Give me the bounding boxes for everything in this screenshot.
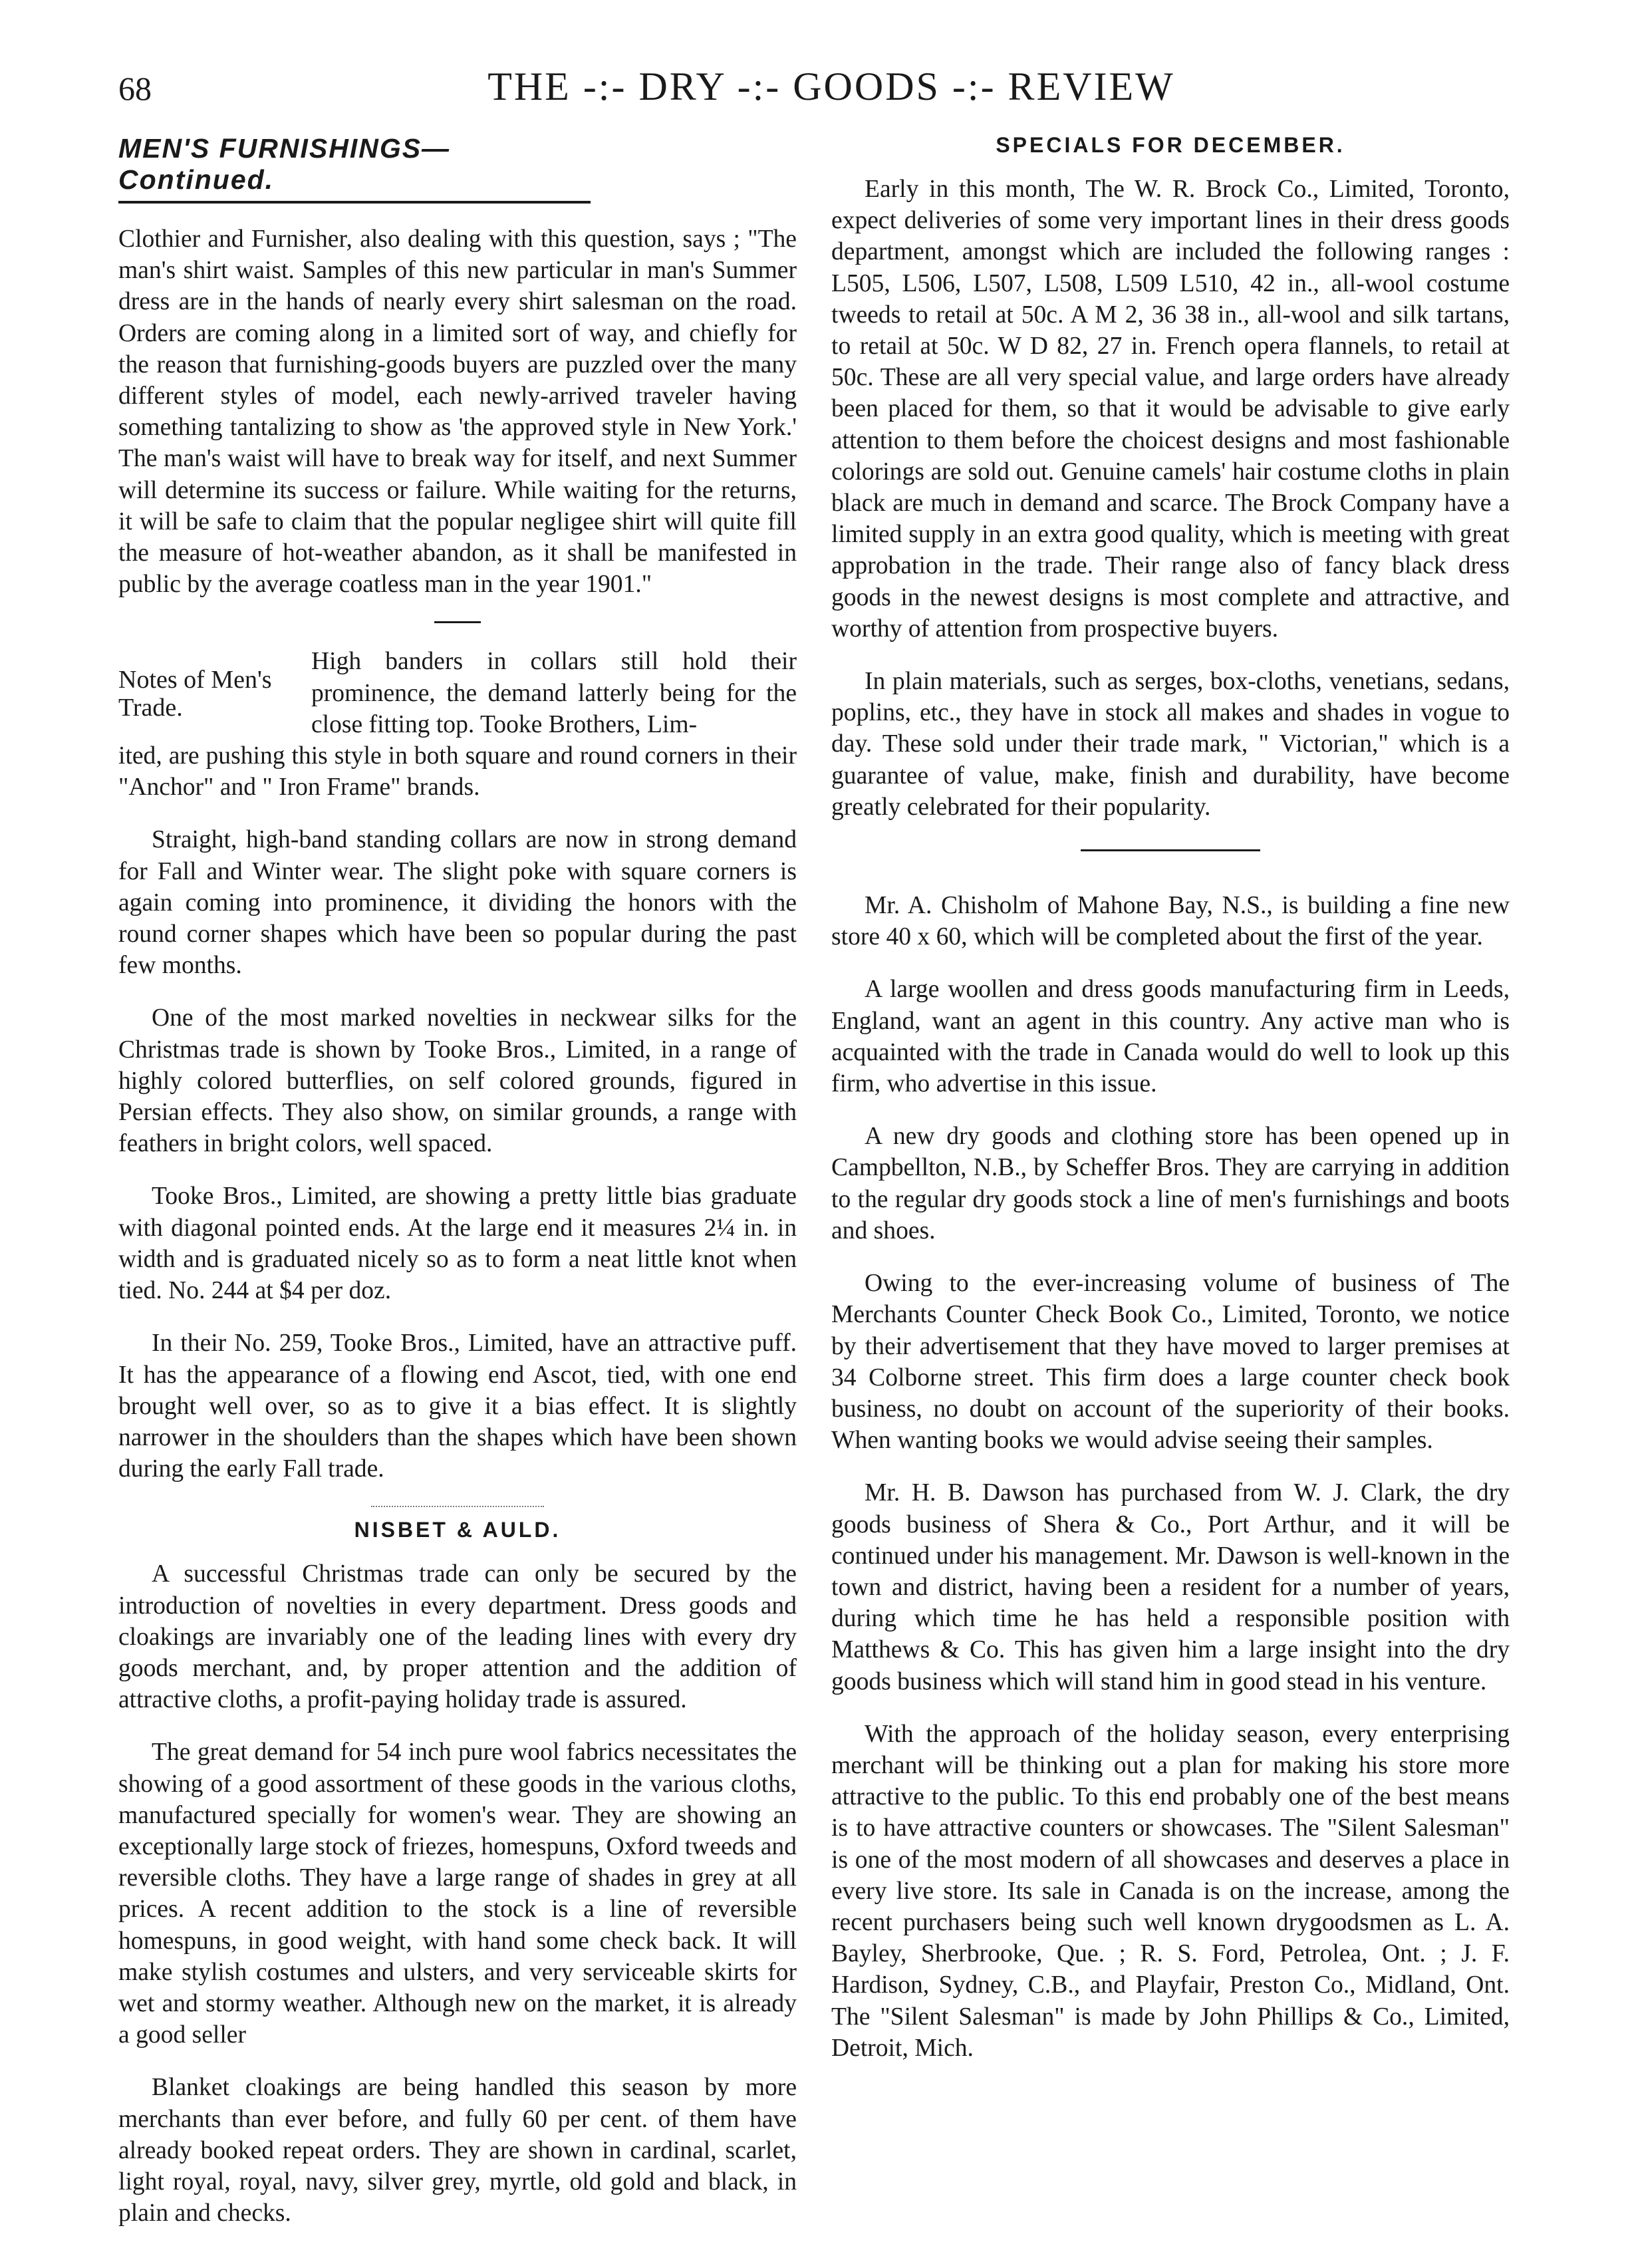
left-column <box>118 133 797 2250</box>
article-paragraph: A successful Christmas trade can only be secured by the introduction of novelties in every department. Dress goods and cloakings are invariably one of the leading lines with every dry goods merchant, and, by proper attention and the addition of attractive cloths, a profit-paying holiday trade is assured. <box>118 1560 797 1714</box>
article-paragraph: Tooke Bros., Limited, are showing a pretty little bias graduate with diagonal pointed ends. At the large end it measures 2¼ in. in width and is graduated nicely so as to form a neat little knot when tied. No. 244 at $4 per doz. <box>118 1183 797 1305</box>
side-note-block <box>118 646 797 740</box>
article-paragraph: One of the most marked novelties in neckwear silks for the Christmas trade is shown by Tooke Bros., Limited, in a range of highly colored butterflies, on self colored grounds, figured in Persian effects. They also show, on similar grounds, a range with feathers in bright colors, well spaced. <box>118 1004 797 1158</box>
divider <box>371 1506 544 1507</box>
side-heading: Notes of Men's Trade. <box>118 666 272 722</box>
article-paragraph: A new dry goods and clothing store has been opened up in Campbellton, N.B., by Scheffer Bros. They are carrying in addition to the regular dry goods stock a line of men's furnishings and boots and shoes. <box>831 1123 1510 1244</box>
section-title: MEN'S FURNISHINGS—Continued. <box>118 133 591 204</box>
article-paragraph: Blanket cloakings are being handled this season by more merchants than ever before, and fully 60 per cent. of them have already booked repeat orders. They are shown in cardinal, scarlet, light royal, royal, navy, silver grey, myrtle, old gold and black, in plain and checks. <box>118 2074 797 2227</box>
article-paragraph: In plain materials, such as serges, box-cloths, venetians, sedans, poplins, etc., they have in stock all makes and shades in vogue to day. These sold under their trade mark, " Victorian," which is a guarantee of value, make, finish and durability, have become greatly celebrated for their popularity. <box>831 668 1510 821</box>
article-paragraph: A large woollen and dress goods manufacturing firm in Leeds, England, want an agent in this country. Any active man who is acquainted with the trade in Canada would do well to look up this firm, who advertise in this issue. <box>831 976 1510 1098</box>
article-paragraph: Straight, high-band standing collars are now in strong demand for Fall and Winter wear. The slight poke with square corners is again coming into prominence, it dividing the honors with the round corner shapes which have been so popular during the past few months. <box>118 826 797 980</box>
article-paragraph: In their No. 259, Tooke Bros., Limited, have an attractive puff. It has the appearance of a flowing end Ascot, tied, with one end brought well over, so as to give it a bias effect. It is slightly narrower in the shoulders than the shapes which have been shown during the early Fall trade. <box>118 1330 797 1483</box>
article-paragraph: Early in this month, The W. R. Brock Co., Limited, Toronto, expect deliveries of some very important lines in their dress goods department, amongst which are included the following ranges : L505, L506, L507, L508, L509 L510, 42 in., all-wool costume tweeds to retail at 50c. A M 2, 36 38 in., all-wool and silk tartans, to retail at 50c. W D 82, 27 in. French opera flannels, to retail at 50c. These are all very special value, and large orders have already been placed for them, so that it would be advisable to give early attention to them before the choicest designs and most fashionable colorings are sold out. Genuine camels' hair costume cloths in plain black are much in demand and scarce. The Brock Company have a limited supply in an extra good quality, which is meeting with great approbation in the trade. Their range also of fancy black dress goods in the newest designs is most complete and attractive, and worthy of attention from prospective buyers. <box>831 176 1510 642</box>
divider <box>434 621 481 623</box>
article-heading: SPECIALS FOR DECEMBER. <box>996 133 1345 157</box>
article-paragraph: The great demand for 54 inch pure wool fabrics necessitates the showing of a good assortment of these goods in the various cloths, manufactured specially for women's wear. They are showing an exceptionally large stock of friezes, homespuns, Oxford tweeds and reversible cloths. They have a large range of shades in grey at all prices. A recent addition to the stock is a line of reversible homespuns, in good weight, with hand some check back. It will make stylish costumes and ulsters, and very serviceable skirts for wet and stormy weather. Although new on the market, it is already a good seller <box>118 1739 797 2049</box>
masthead: THE -:- DRY -:- GOODS -:- REVIEW <box>487 65 1175 108</box>
right-column <box>831 133 1510 2085</box>
article-paragraph: Owing to the ever-increasing volume of business of The Merchants Counter Check Book Co., Limited, Toronto, we notice by their advertisement that they have moved to larger premises at 34 Colborne street. This firm does a large counter check book business, no doubt on account of the superiority of their books. When wanting books we would advise seeing their samples. <box>831 1270 1510 1455</box>
side-note-text: High banders in collars still hold their prominence, the demand latterly being for the close fitting top. Tooke Brothers, Lim- <box>311 648 797 738</box>
article-paragraph: Clothier and Furnisher, also dealing with this question, says ; "The man's shirt waist. Samples of this new particular in man's Summer dress are in the hands of nearly every shirt salesman on the road. Orders are coming along in a limited sort of way, and chiefly for the reason that furnishing-goods buyers are puzzled over the many different styles of model, each newly-arrived traveler having something tantalizing to show as 'the approved style in New York.' The man's waist will have to break way for itself, and next Summer will determine its success or failure. While waiting for the returns, it will be safe to claim that the popular negligee shirt will quite fill the measure of hot-weather abandon, as it shall be manifested in public by the average coatless man in the year 1901." <box>118 225 797 599</box>
article-paragraph: Mr. A. Chisholm of Mahone Bay, N.S., is building a fine new store 40 x 60, which will be completed about the first of the year. <box>831 892 1510 951</box>
article-paragraph: ited, are pushing this style in both square and round corners in their "Anchor" and " Iron Frame" brands. <box>118 742 797 801</box>
divider <box>1081 849 1260 851</box>
article-paragraph: Mr. H. B. Dawson has purchased from W. J. Clark, the dry goods business of Shera & Co., Port Arthur, and it will be continued under his management. Mr. Dawson is well-known in the town and district, having been a resident for a number of years, during which time he has held a responsible position with Matthews & Co. This has given him a large insight into the dry goods business which will stand him in good stead in his venture. <box>831 1479 1510 1695</box>
article-heading: NISBET & AULD. <box>354 1518 561 1542</box>
page-number: 68 <box>118 70 152 107</box>
article-paragraph: With the approach of the holiday season, every enterprising merchant will be thinking out a plan for making his store more attractive to the public. To this end probably one of the best means is to have attractive counters or showcases. The "Silent Salesman" is one of the most modern of all showcases and deserves a place in every live store. Its sale in Canada is on the increase, among the recent purchasers being such well known drygoodsmen as L. A. Bayley, Sherbrooke, Que. ; R. S. Ford, Petrolea, Ont. ; J. F. Hardison, Sydney, C.B., and Playfair, Preston Co., Midland, Ont. The "Silent Salesman" is made by John Phillips & Co., Limited, Detroit, Mich. <box>831 1720 1510 2062</box>
